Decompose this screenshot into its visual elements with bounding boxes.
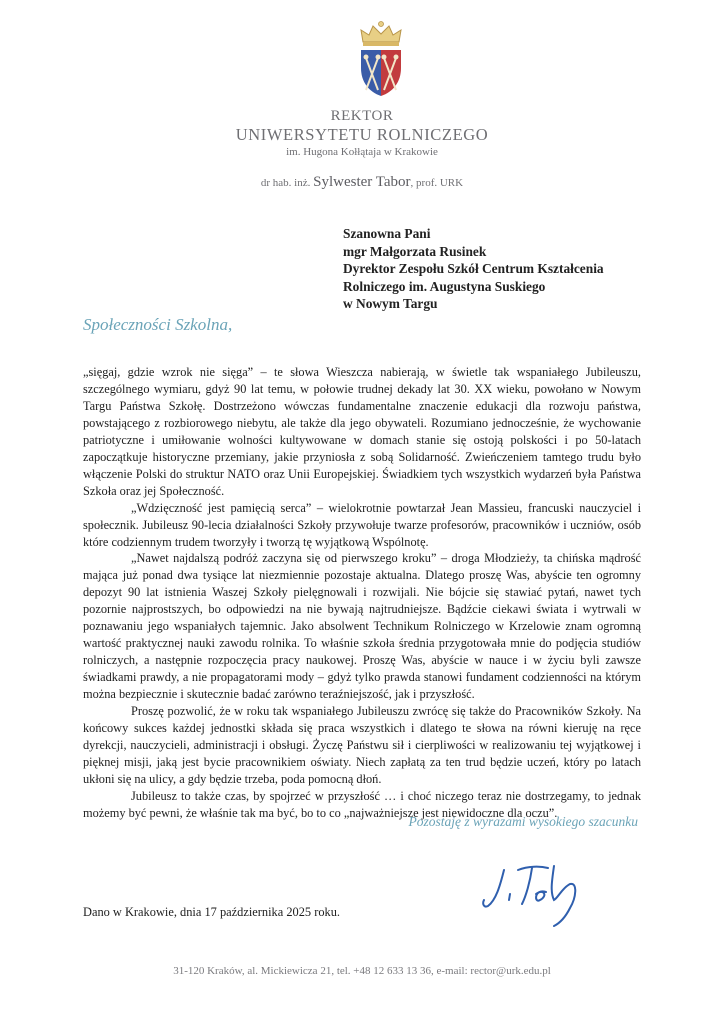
signer-prefix: dr hab. inż. bbox=[260, 177, 311, 189]
letterhead-patron: im. Hugona Kołłątaja w Krakowie bbox=[286, 146, 438, 158]
addressee-line: mgr Małgorzata Rusinek bbox=[343, 243, 487, 259]
body-paragraph: Proszę pozwolić, że w roku tak wspaniałego Jubileuszu zwrócę się także do Pracowników Szkoły. Na końcowy sukces każdej jednostki składa się praca wszystkich i dlatego te słowa na równi kieruję na ręce dyrekcji, nauczycieli, administracji i obsługi. Życzę Państwu sił i cierpliwości w realizowaniu tej wyjątkowej i pięknej misji, jaką jest bycie pracownikiem oświaty. Niech zapłatą za ten trud będzie uczeń, który po latach ukłoni się na ulicy, a gdy będzie trzeba, poda pomocną dłoń. bbox=[83, 704, 641, 786]
letterhead-footer-contact: 31-120 Kraków, al. Mickiewicza 21, tel. +48 12 633 13 36, e-mail: rector@urk.edu.pl bbox=[173, 965, 551, 977]
letterhead-university: UNIWERSYTETU ROLNICZEGO bbox=[235, 125, 489, 144]
body-paragraph: Jubileusz to także czas, by spojrzeć w przyszłość … i choć niczego teraz nie dostrzegamy, to jednak możemy być pewni, że właśnie tak ma być, bo to co „najważniejsze jest niewidoczne dla oczu”. bbox=[83, 788, 641, 820]
addressee-line: w Nowym Targu bbox=[343, 296, 438, 311]
signer-name: Sylwester Tabor bbox=[313, 174, 411, 190]
closing-phrase: Pozostaję z wyrazami wysokiego szacunku bbox=[408, 814, 638, 829]
handwritten-signature-icon bbox=[474, 858, 624, 928]
addressee-line: Dyrektor Zespołu Szkół Centrum Kształcenia bbox=[343, 261, 604, 276]
addressee-block bbox=[343, 225, 604, 313]
letterhead-title: REKTOR bbox=[330, 108, 394, 124]
signer-suffix: prof. URK bbox=[416, 177, 464, 189]
university-crest-icon bbox=[357, 20, 405, 100]
addressee-line: Rolniczego im. Augustyna Suskiego bbox=[343, 278, 546, 294]
body-paragraph: „sięgaj, gdzie wzrok nie sięga” – te słowa Wieszcza nabierają, w świetle tak wspaniałego Jubileuszu, szczególnego wymiaru, gdyż 90 lat temu, w połowie trudnej dekady lat 30. XX wieku, powołano w Nowym Targu Państwa Szkołę. Dostrzeżono wówczas fundamentalne znaczenie edukacji dla rozwoju państwa, powstającego z rozbiorowego niebytu, ale także dla jego obywateli. Rozumiano jednocześnie, że wychowanie patriotyczne i umiłowanie wolności kultywowane w domach stanie się ostoją polskości i po 50-latach zapoczątkuje historyczne przemiany, jakie przyniosła z sobą Solidarność. Zwieńczeniem tamtego trudu było włączenie Polski do struktur NATO oraz Unii Europejskiej. Świadkiem tych wszystkich wydarzeń była Państwa Szkoła oraz jej Społeczność. bbox=[83, 365, 641, 498]
place-and-date: Dano w Krakowie, dnia 17 października 2025 roku. bbox=[83, 905, 341, 919]
body-paragraph: „Wdzięczność jest pamięcią serca” – wielokrotnie powtarzał Jean Massieu, francuski nauczyciel i społecznik. Jubileusz 90-lecia działalności Szkoły przywołuje twarze profesorów, pracowników i uczniów, osób które codziennym trudem tworzyły i tworzą tę wyjątkową Wspólnotę. bbox=[83, 500, 641, 549]
body-paragraph: „Nawet najdalszą podróż zaczyna się od pierwszego kroku” – droga Młodzieży, ta chińska mądrość mająca już ponad dwa tysiące lat niezmiennie pozostaje aktualna. Dlatego proszę Was, abyście ten ogromny depozyt 90 lat istnienia Waszej Szkoły pielęgnowali i rozwijali. Nie bójcie się stawiać pytań, nawet tych pozornie najprostszych, bo odpowiedzi na nie bywają najtrudniejsze. Bądźcie ciekawi świata i wytrwali w poznawaniu jego wspaniałych tajemnic. Jako absolwent Technikum Rolniczego w Krzelowie znam ogromną wartość praktycznej nauki zawodu rolnika. To właśnie szkoła średnia przygotowała mnie do podjęcia studiów rolniczych, a następnie rozpoczęcia pracy naukowej. Proszę Was, abyście w nauce i w życiu byli zawsze świadkami prawdy, a nie propagatorami mody – gdyż tylko prawda stanowi fundament codzienności na którym można bezpiecznie i skutecznie badać zarówno teraźniejszość, jak i przyszłość. bbox=[83, 551, 641, 702]
salutation: Społeczności Szkolna, bbox=[83, 315, 233, 334]
addressee-line: Szanowna Pani bbox=[343, 226, 431, 241]
signer-line: dr hab. inż. Sylwester Tabor, prof. URK bbox=[260, 174, 464, 190]
letter-body bbox=[83, 364, 641, 822]
